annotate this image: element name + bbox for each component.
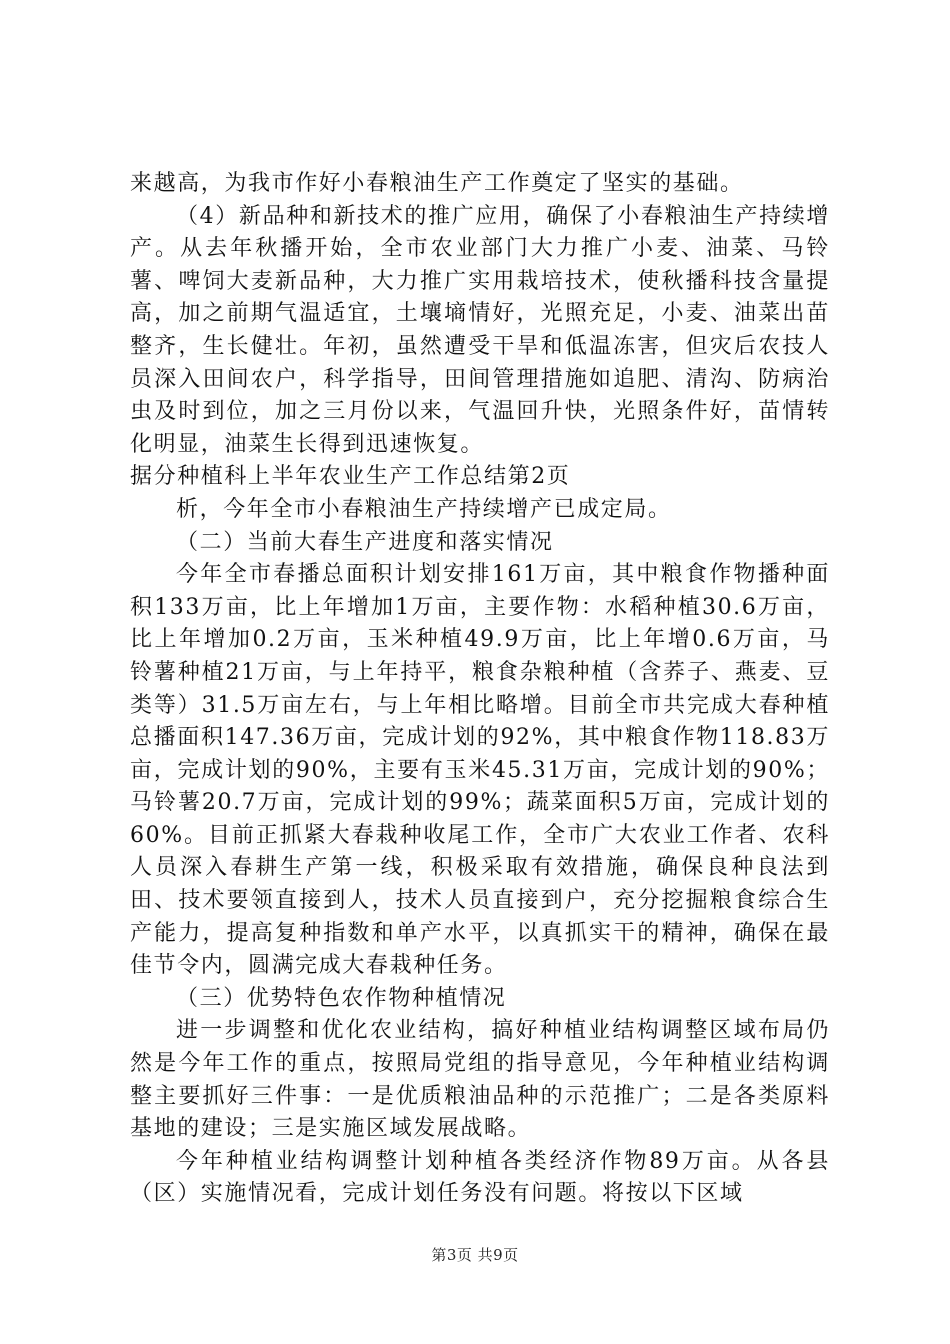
- paragraph-new-varieties: （4）新品种和新技术的推广应用，确保了小春粮油生产持续增产。从去年秋播开始，全市农业部门大力推广小麦、油菜、马铃薯、啤饲大麦新品种，大力推广实用栽培技术，使秋播科技含量提高，加之前期气温适宜，土壤墒情好，光照充足，小麦、油菜出苗整齐，生长健壮。年初，虽然遭受干旱和低温冻害，但灾后农技人员深入田间农户，科学指导，田间管理措施如追肥、清沟、防病治虫及时到位，加之三月份以来，气温回升快，光照条件好，苗情转化明显，油菜生长得到迅速恢复。: [130, 203, 830, 457]
- paragraph-conclusion: 析，今年全市小春粮油生产持续增产已成定局。: [176, 496, 672, 522]
- section-heading-spring-progress: （二）当前大春生产进度和落实情况: [176, 529, 554, 555]
- paragraph-spring-planting: 今年全市春播总面积计划安排161万亩，其中粮食作物播种面积133万亩，比上年增加1万亩，主要作物：水稻种植30.6万亩，比上年增加0.2万亩，玉米种植49.9万亩，比上年增0.6万亩，马铃薯种植21万亩，与上年持平，粮食杂粮种植（含荞子、燕麦、豆类等）31.5万亩左右，与上年相比略增。目前全市共完成大春种植总播面积147.36万亩，完成计划的92%，其中粮食作物118.83万亩，完成计划的90%，主要有玉米45.31万亩，完成计划的90%；马铃薯20.7万亩，完成计划的99%；蔬菜面积5万亩，完成计划的60%。目前正抓紧大春栽种收尾工作，全市广大农业工作者、农科人员深入春耕生产第一线，积极采取有效措施，确保良种良法到田、技术要领直接到人，技术人员直接到户，充分挖掘粮食综合生产能力，提高复种指数和单产水平，以真抓实干的精神，确保在最佳节令内，圆满完成大春栽种任务。: [130, 562, 830, 979]
- section-heading-special-crops: （三）优势特色农作物种植情况: [176, 985, 507, 1011]
- paragraph-economic-crops: 今年种植业结构调整计划种植各类经济作物89万亩。从各县（区）实施情况看，完成计划任务没有问题。将按以下区域: [130, 1148, 830, 1207]
- paragraph-continuation: 来越高，为我市作好小春粮油生产工作奠定了坚实的基础。: [130, 171, 744, 196]
- document-body: [130, 168, 830, 1211]
- paragraph-page-marker: 据分种植科上半年农业生产工作总结第2页: [130, 464, 571, 490]
- page-footer: 第3页 共9页: [431, 1246, 519, 1264]
- paragraph-structure-adjustment: 进一步调整和优化农业结构，搞好种植业结构调整区域布局仍然是今年工作的重点，按照局党组的指导意见，今年种植业结构调整主要抓好三件事：一是优质粮油品种的示范推广；二是各类原料基地的建设；三是实施区域发展战略。: [130, 1018, 830, 1142]
